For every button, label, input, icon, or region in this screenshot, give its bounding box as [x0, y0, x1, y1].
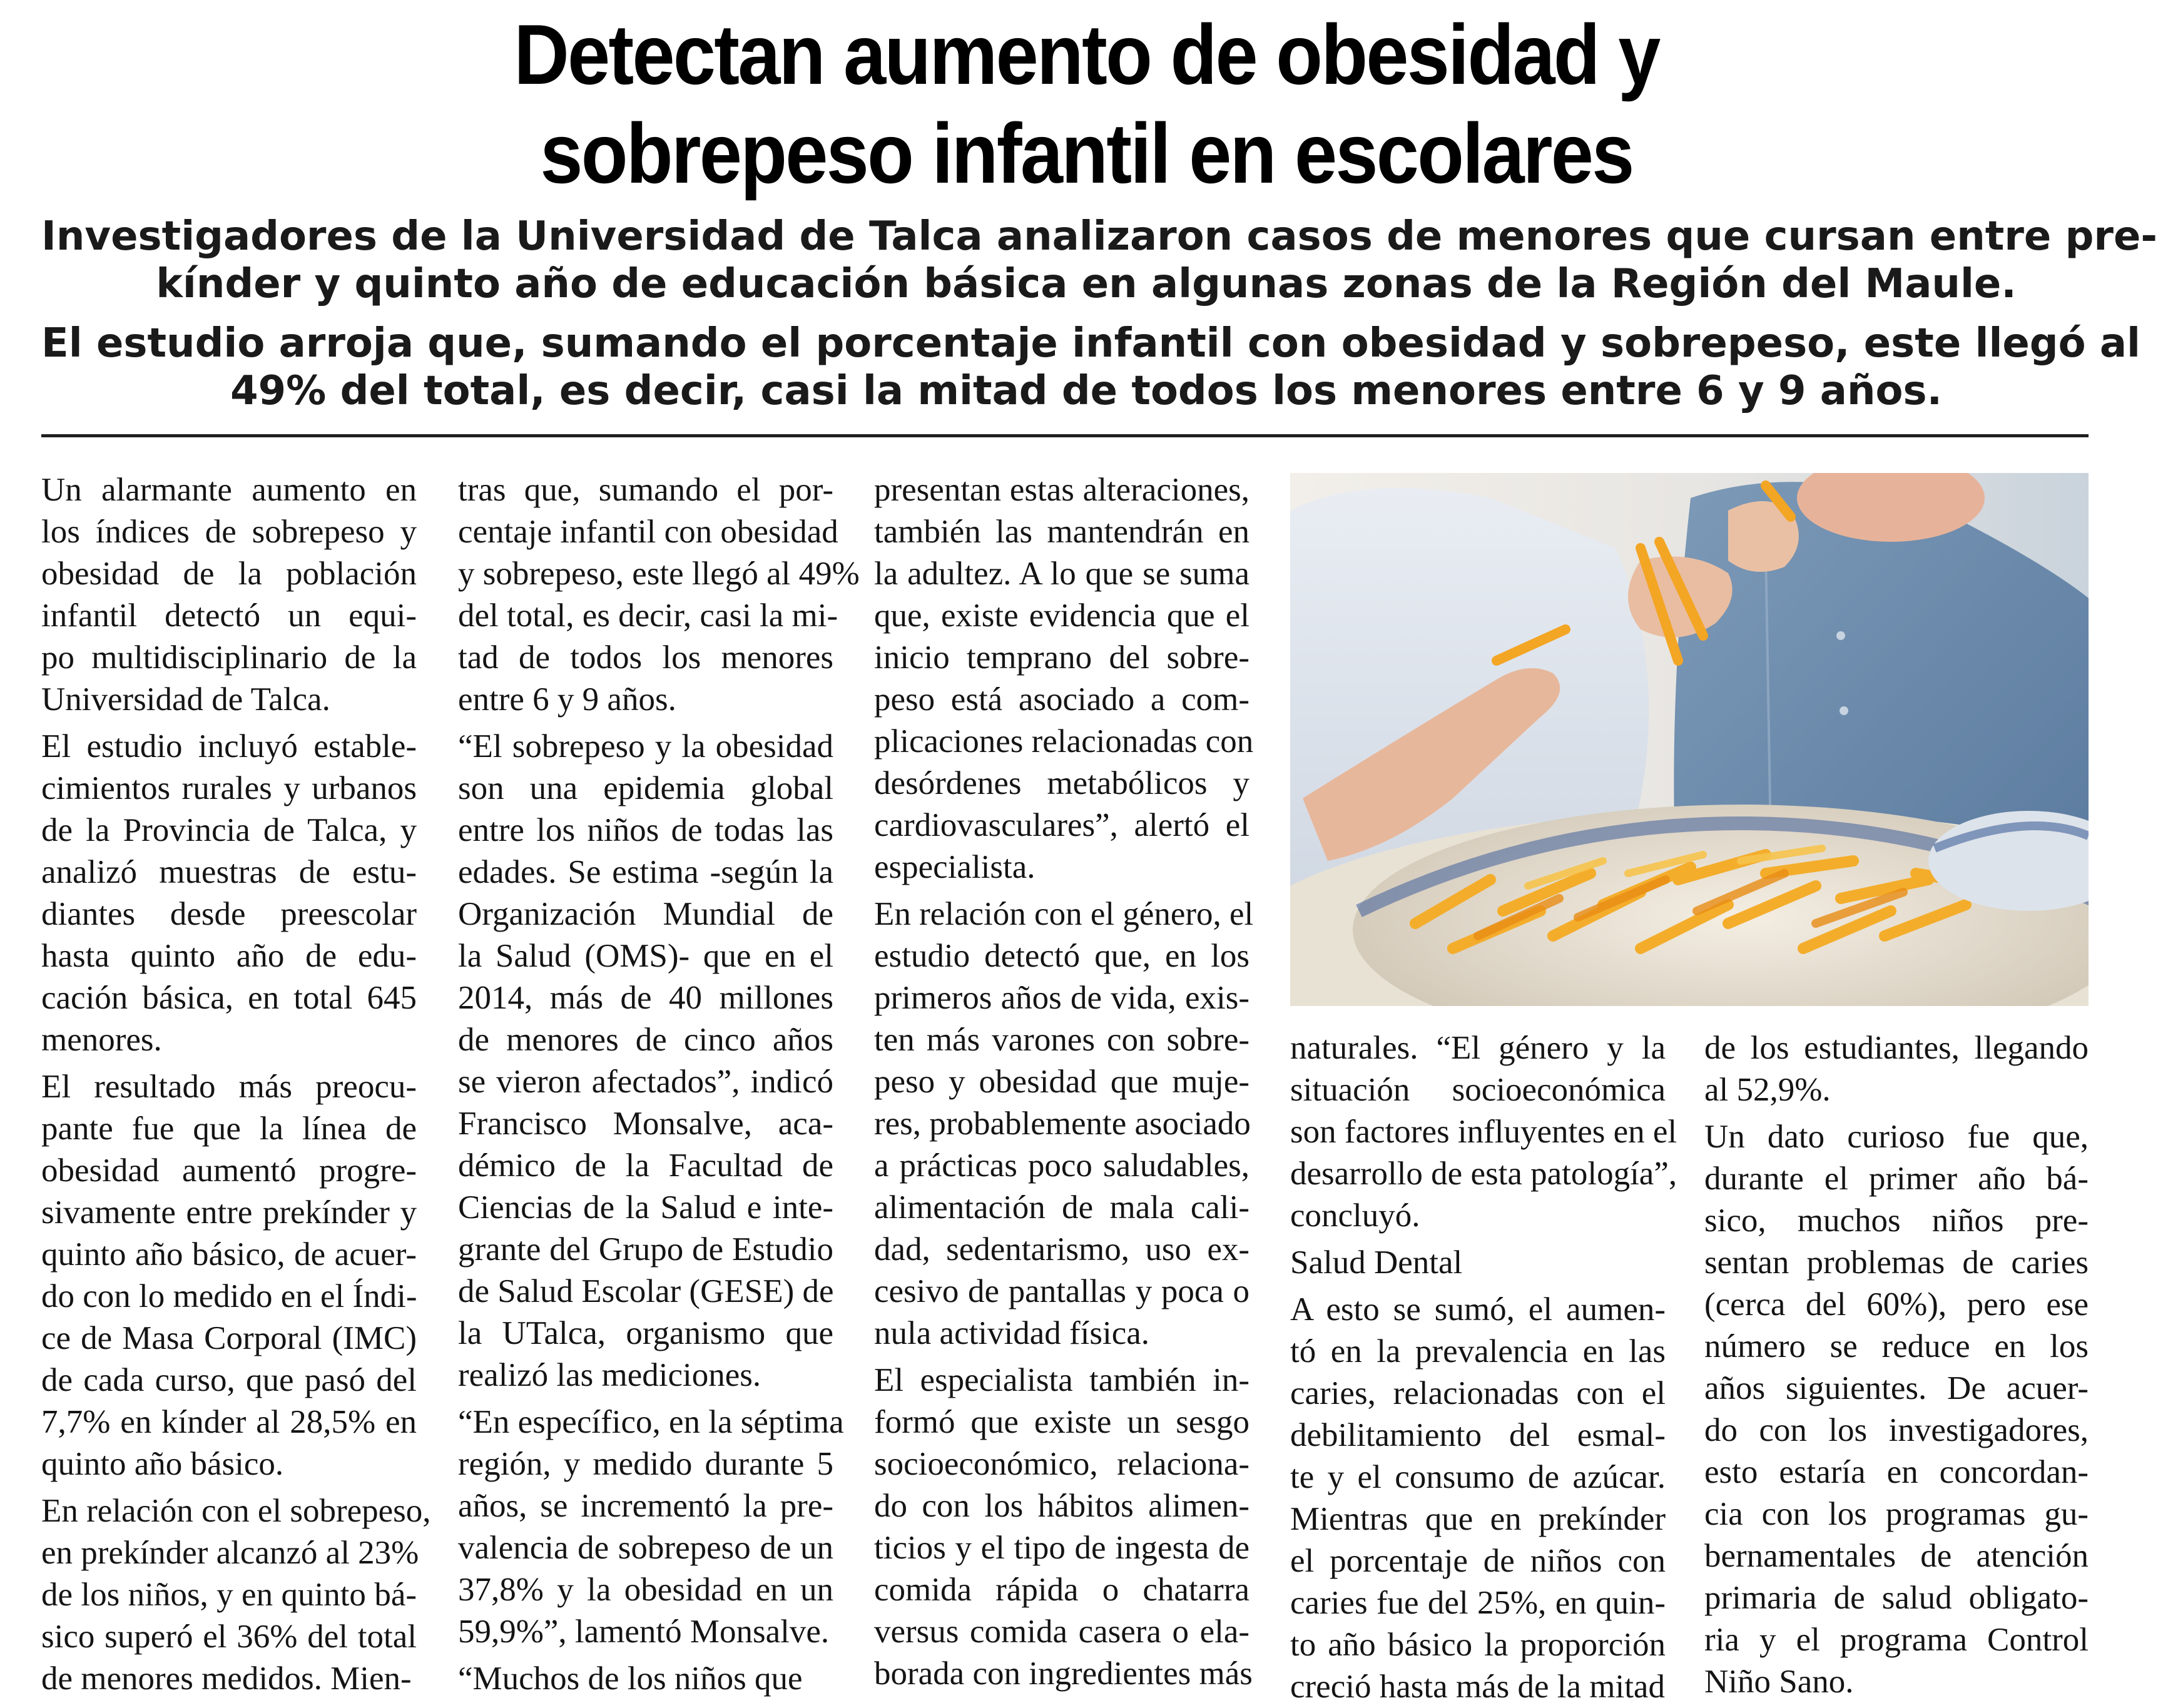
text-line: los índices de sobrepeso y: [41, 514, 417, 550]
text-line: entre 6 y 9 años.: [458, 681, 676, 718]
paragraph-gap: [41, 1061, 417, 1066]
text-line: cación básica, en total 645: [41, 980, 417, 1016]
text-line: al 52,9%.: [1704, 1072, 1831, 1108]
text-line: sentan problemas de caries: [1704, 1244, 2089, 1281]
text-line: Francisco Monsalve, aca-: [458, 1106, 833, 1142]
text-line: Organización Mundial de: [458, 896, 833, 932]
text-line: diantes desde preescolar: [41, 896, 417, 932]
text-line: 2014, más de 40 millones: [458, 980, 833, 1016]
text-line: do con los investigadores,: [1704, 1412, 2089, 1448]
text-line: obesidad aumentó progre-: [41, 1152, 417, 1189]
text-line: socioeconómico, relaciona-: [874, 1446, 1249, 1482]
text-line: alimentación de mala cali-: [874, 1189, 1249, 1226]
text-line: “Muchos de los niños que: [458, 1660, 803, 1697]
text-line: to año básico la proporción: [1290, 1627, 1666, 1663]
text-line: infantil detectó un equi-: [41, 597, 417, 634]
article-paragraph: [874, 893, 1254, 1355]
article-paragraph: [1704, 1027, 2089, 1111]
paragraph-gap: [1704, 1111, 2089, 1116]
text-line: son una epidemia global: [458, 770, 833, 806]
text-line: años, se incrementó la pre-: [458, 1488, 833, 1524]
text-line: dad, sedentarismo, uso ex-: [874, 1231, 1249, 1268]
deck-line: El estudio arroja que, sumando el porcentaje infantil con obesidad y sobrepeso, este llegó al: [41, 320, 2140, 367]
text-line: inicio temprano del sobre-: [874, 639, 1249, 676]
text-line: (cerca del 60%), pero ese: [1704, 1286, 2089, 1323]
text-line: sico superó el 36% del total: [41, 1619, 417, 1655]
text-line: la adultez. A lo que se suma: [874, 556, 1249, 592]
text-line: primeros años de vida, exis-: [874, 980, 1249, 1016]
text-line: de los niños, y en quinto bá-: [41, 1577, 417, 1613]
text-line: desórdenes metabólicos y: [874, 765, 1249, 801]
paragraph-gap: [41, 1485, 417, 1490]
text-line: en prekínder alcanzó al 23%: [41, 1535, 419, 1571]
text-line: tras que, sumando el por-: [458, 472, 833, 508]
paragraph-gap: [41, 721, 417, 726]
text-line: especialista.: [874, 849, 1036, 885]
text-line: po multidisciplinario de la: [41, 639, 417, 676]
text-line: pante fue que la línea de: [41, 1111, 417, 1147]
text-line: bernamentales de atención: [1704, 1538, 2089, 1574]
text-line: comida rápida o chatarra: [874, 1572, 1249, 1608]
article-column-4: [1290, 1027, 1677, 1708]
article-paragraph: [458, 1658, 833, 1700]
text-line: versus comida casera o ela-: [874, 1614, 1249, 1650]
text-line: esto estaría en concordan-: [1704, 1454, 2089, 1490]
article-headline: [109, 5, 2065, 203]
article-paragraph: [1290, 1289, 1666, 1708]
article-paragraph: [458, 469, 860, 721]
article-paragraph: [41, 1066, 417, 1485]
text-line: primaria de salud obligato-: [1704, 1580, 2089, 1616]
text-line: ce de Masa Corporal (IMC): [41, 1320, 417, 1356]
text-line: A esto se sumó, el aumen-: [1290, 1291, 1666, 1328]
text-line: quinto año básico, de acuer-: [41, 1236, 417, 1273]
text-line: caries fue del 25%, en quin-: [1290, 1585, 1666, 1621]
header-divider-rule: [41, 434, 2089, 437]
text-line: entre los niños de todas las: [458, 812, 833, 848]
text-line: también las mantendrán en: [874, 514, 1249, 550]
text-line: peso está asociado a com-: [874, 681, 1249, 718]
article-paragraph: [1704, 1116, 2089, 1703]
text-line: démico de la Facultad de: [458, 1147, 833, 1184]
text-line: quinto año básico.: [41, 1446, 284, 1482]
text-line: tó en la prevalencia en las: [1290, 1333, 1666, 1370]
text-line: “En específico, en la séptima: [458, 1404, 844, 1440]
article-paragraph: [458, 1401, 844, 1653]
text-line: ticios y el tipo de ingesta de: [874, 1530, 1249, 1566]
text-line: Un alarmante aumento en: [41, 472, 417, 508]
text-line: de menores medidos. Mien-: [41, 1660, 412, 1697]
text-line: la Salud (OMS)- que en el: [458, 938, 833, 974]
text-line: “El sobrepeso y la obesidad: [458, 728, 833, 765]
article-paragraph: [41, 469, 417, 721]
article-deck-paragraph-2: [41, 320, 2140, 415]
text-line: naturales. “El género y la: [1290, 1030, 1666, 1066]
text-line: Ciencias de la Salud e inte-: [458, 1189, 833, 1226]
text-line: hasta quinto año de edu-: [41, 938, 417, 974]
paragraph-gap: [1290, 1284, 1666, 1289]
text-line: Un dato curioso fue que,: [1704, 1119, 2089, 1155]
text-line: Niño Sano.: [1704, 1664, 1854, 1700]
text-line: grante del Grupo de Estudio: [458, 1231, 833, 1268]
text-line: cimientos rurales y urbanos: [41, 770, 417, 806]
text-line: ria y el programa Control: [1704, 1622, 2089, 1658]
headline-line: sobrepeso infantil en escolares: [540, 106, 1633, 201]
paragraph-gap: [458, 721, 833, 726]
text-line: valencia de sobrepeso de un: [458, 1530, 833, 1566]
text-line: El estudio incluyó estable-: [41, 728, 417, 765]
text-line: situación socioeconómica: [1290, 1072, 1666, 1108]
text-line: 59,9%”, lamentó Monsalve.: [458, 1614, 830, 1650]
text-line: cardiovasculares”, alertó el: [874, 807, 1249, 843]
headline-line: Detectan aumento de obesidad y: [514, 7, 1659, 102]
deck-line: kínder y quinto año de educación básica en algunas zonas de la Región del Maule.: [156, 261, 2017, 307]
paragraph-gap: [1290, 1237, 1666, 1242]
text-line: tad de todos los menores: [458, 639, 833, 676]
photo-illustration: [1290, 473, 2089, 1006]
paragraph-gap: [458, 1653, 833, 1658]
article-paragraph: [41, 726, 417, 1061]
text-line: durante el primer año bá-: [1704, 1161, 2089, 1197]
deck-line: Investigadores de la Universidad de Talca analizaron casos de menores que cursan entre pre-: [41, 213, 2157, 260]
children-eating-french-fries-photo: [1290, 473, 2089, 1006]
article-paragraph: [1290, 1242, 1666, 1284]
text-line: a prácticas poco saludables,: [874, 1147, 1249, 1184]
text-line: 7,7% en kínder al 28,5% en: [41, 1404, 417, 1440]
text-line: realizó las mediciones.: [458, 1357, 761, 1393]
text-line: centaje infantil con obesidad: [458, 514, 838, 550]
text-line: Universidad de Talca.: [41, 681, 330, 718]
text-line: do con los hábitos alimen-: [874, 1488, 1249, 1524]
text-line: región, y medido durante 5: [458, 1446, 833, 1482]
text-line: menores.: [41, 1022, 162, 1058]
text-line: edades. Se estima -según la: [458, 854, 833, 890]
text-line: son factores influyentes en el: [1290, 1114, 1677, 1150]
text-line: cia con los programas gu-: [1704, 1496, 2089, 1532]
article-column-3: [874, 469, 1254, 1695]
text-line: analizó muestras de estu-: [41, 854, 417, 890]
text-line: número se reduce en los: [1704, 1328, 2089, 1365]
deck-line: 49% del total, es decir, casi la mitad de todos los menores entre 6 y 9 años.: [230, 368, 1942, 414]
text-line: de los estudiantes, llegando: [1704, 1030, 2089, 1066]
text-line: Mientras que en prekínder: [1290, 1501, 1666, 1537]
text-line: En relación con el género, el: [874, 896, 1254, 932]
paragraph-gap: [458, 1396, 833, 1401]
text-line: que, existe evidencia que el: [874, 597, 1249, 634]
article-paragraph: [41, 1490, 431, 1700]
text-line: de Salud Escolar (GESE) de: [458, 1273, 834, 1309]
text-line: do con lo medido en el Índi-: [41, 1278, 417, 1314]
text-line: presentan estas alteraciones,: [874, 472, 1249, 508]
article-paragraph: [1290, 1027, 1677, 1237]
text-line: de menores de cinco años: [458, 1022, 833, 1058]
text-line: sivamente entre prekínder y: [41, 1194, 417, 1231]
text-line: el porcentaje de niños con: [1290, 1543, 1666, 1579]
article-column-5: [1704, 1027, 2089, 1703]
text-line: desarrollo de esta patología”,: [1290, 1156, 1677, 1192]
paragraph-gap: [874, 888, 1249, 893]
text-line: concluyó.: [1290, 1197, 1420, 1234]
text-line: El especialista también in-: [874, 1362, 1249, 1398]
text-line: años siguientes. De acuer-: [1704, 1370, 2089, 1406]
text-line: se vieron afectados”, indicó: [458, 1064, 833, 1100]
text-line: de cada curso, que pasó del: [41, 1362, 417, 1398]
text-line: y sobrepeso, este llegó al 49%: [458, 556, 860, 592]
text-line: En relación con el sobrepeso,: [41, 1493, 431, 1529]
text-line: cesivo de pantallas y poca o: [874, 1273, 1249, 1309]
text-line: 37,8% y la obesidad en un: [458, 1572, 833, 1608]
article-deck-paragraph-1: [41, 213, 2157, 308]
text-line: nula actividad física.: [874, 1315, 1150, 1351]
text-line: formó que existe un sesgo: [874, 1404, 1249, 1440]
article-paragraph: [874, 1360, 1253, 1695]
article-column-1: [41, 469, 431, 1700]
text-line: res, probablemente asociado: [874, 1106, 1251, 1142]
text-line: plicaciones relacionadas con: [874, 723, 1254, 760]
text-line: Salud Dental: [1290, 1244, 1463, 1281]
text-line: obesidad de la población: [41, 556, 417, 592]
text-line: El resultado más preocu-: [41, 1069, 417, 1105]
article-column-2: [458, 469, 860, 1700]
text-line: estudio detectó que, en los: [874, 938, 1249, 974]
paragraph-gap: [874, 1355, 1249, 1360]
text-line: la UTalca, organismo que: [458, 1315, 833, 1351]
article-paragraph: [874, 469, 1254, 888]
text-line: del total, es decir, casi la mi-: [458, 597, 838, 634]
text-line: caries, relacionadas con el: [1290, 1375, 1666, 1411]
text-line: borada con ingredientes más: [874, 1655, 1253, 1692]
text-line: te y el consumo de azúcar.: [1290, 1459, 1666, 1495]
text-line: debilitamiento del esmal-: [1290, 1417, 1666, 1453]
text-line: creció hasta más de la mitad: [1290, 1669, 1665, 1705]
text-line: sico, muchos niños pre-: [1704, 1202, 2089, 1239]
text-line: ten más varones con sobre-: [874, 1022, 1249, 1058]
text-line: peso y obesidad que muje-: [874, 1064, 1249, 1100]
text-line: de la Provincia de Talca, y: [41, 812, 417, 848]
article-paragraph: [458, 726, 833, 1396]
